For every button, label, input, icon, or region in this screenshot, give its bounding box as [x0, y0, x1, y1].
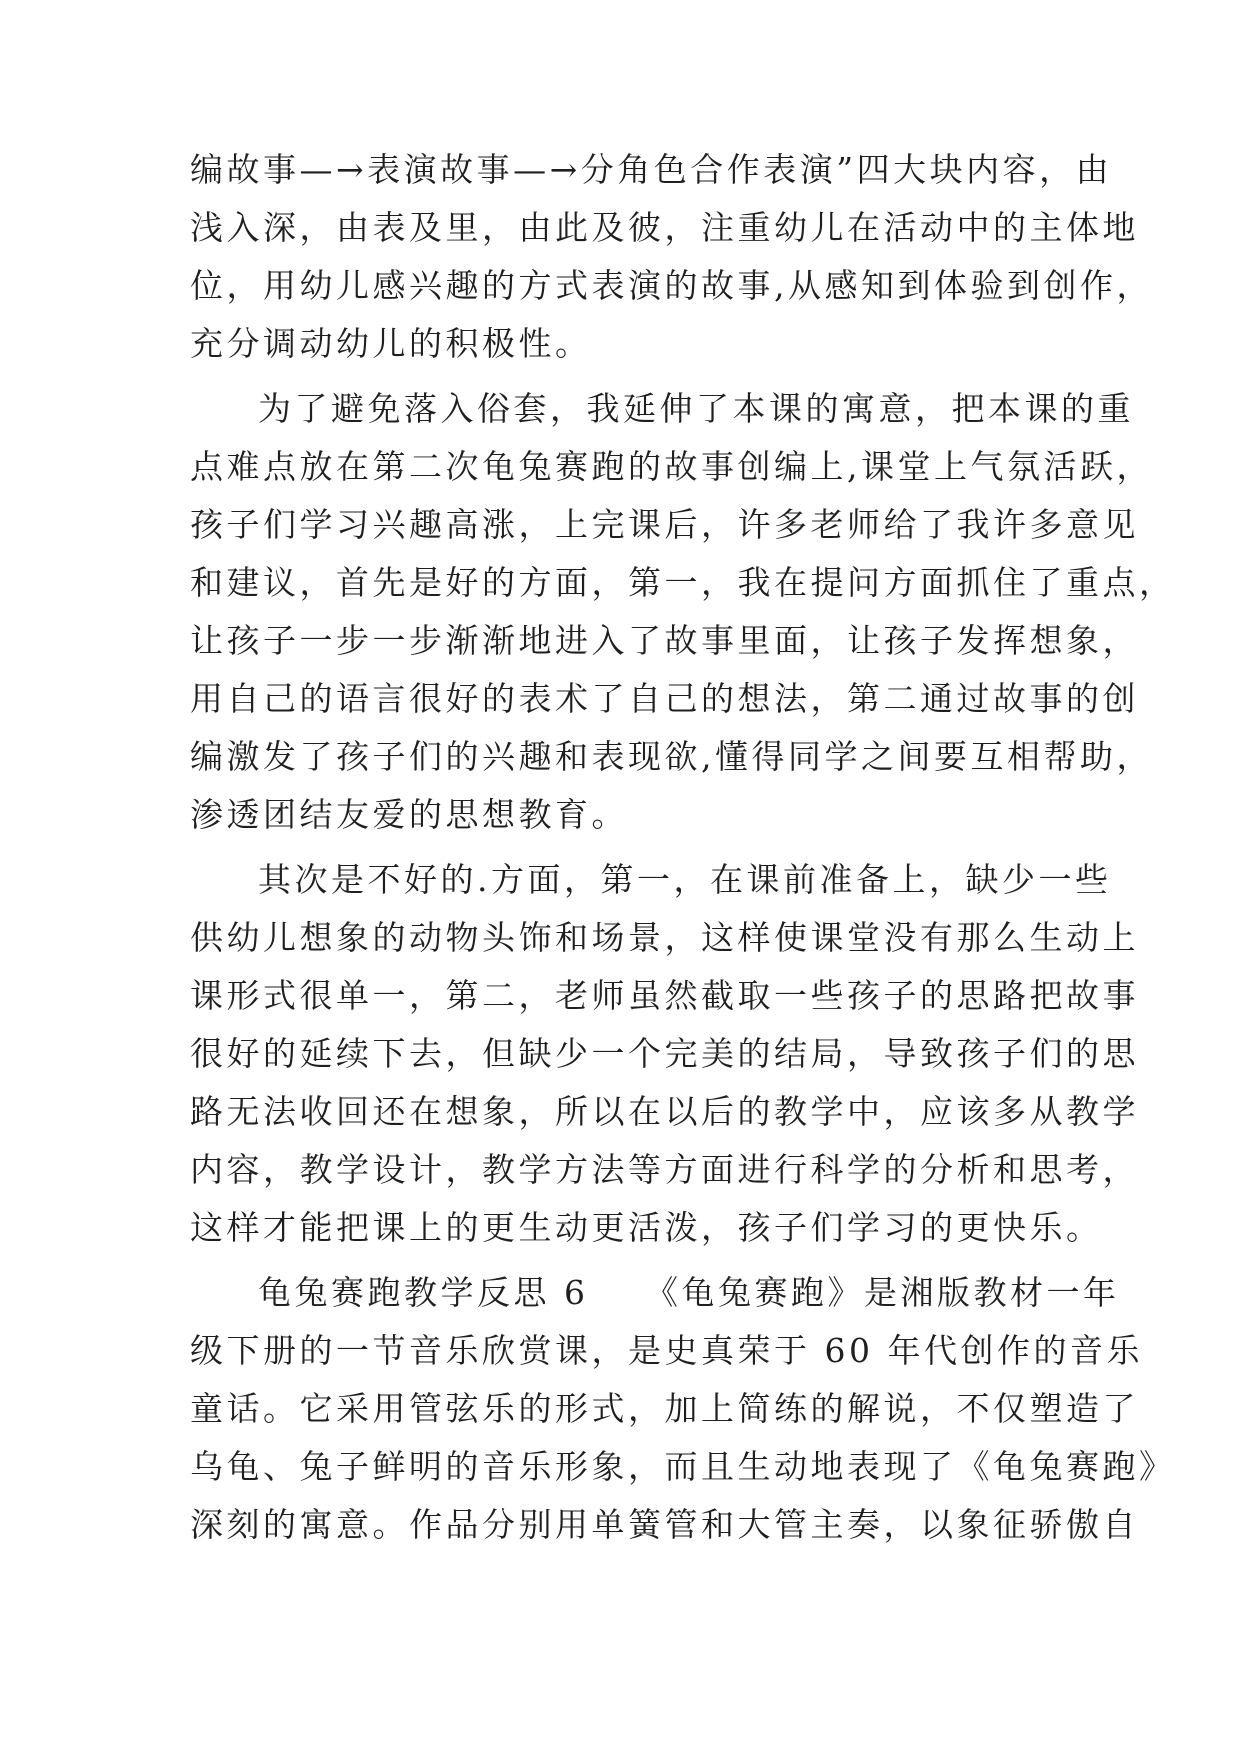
text-line: 让孩子一步一步渐渐地进入了故事里面，让孩子发挥想象， — [190, 621, 1139, 660]
paragraph-first-line: 其次是不好的.方面，第一，在课前准备上，缺少一些 — [258, 860, 1112, 899]
text-line: 乌龟、兔子鲜明的音乐形象，而且生动地表现了《龟兔赛跑》 — [190, 1447, 1176, 1486]
text-line: 级下册的一节音乐欣赏课，是史真荣于 60 年代创作的音乐 — [190, 1331, 1143, 1370]
text-line: 童话。它采用管弦乐的形式，加上简练的解说，不仅塑造了 — [190, 1389, 1139, 1428]
paragraph-first-line: 龟兔赛跑教学反思 6 《龟兔赛跑》是湘版教材一年 — [258, 1273, 1120, 1312]
text-line: 孩子们学习兴趣高涨，上完课后，许多老师给了我许多意见 — [190, 505, 1139, 544]
text-line: 位，用幼儿感兴趣的方式表演的故事,从感知到体验到创作， — [190, 266, 1153, 305]
text-line: 这样才能把课上的更生动更活泼，孩子们学习的更快乐。 — [190, 1208, 1103, 1247]
text-line: 充分调动幼儿的积极性。 — [190, 324, 592, 363]
text-line: 很好的延续下去，但缺少一个完美的结局，导致孩子们的思 — [190, 1034, 1139, 1073]
text-line: 用自己的语言很好的表术了自己的想法，第二通过故事的创 — [190, 679, 1139, 718]
text-line: 渗透团结友爱的思想教育。 — [190, 795, 628, 834]
text-line: 编故事—→表演故事—→分角色合作表演”四大块内容，由 — [190, 150, 1113, 189]
text-line: 点难点放在第二次龟兔赛跑的故事创编上,课堂上气氛活跃， — [190, 447, 1153, 486]
text-line: 供幼儿想象的动物头饰和场景，这样使课堂没有那么生动上 — [190, 918, 1139, 957]
text-line: 深刻的寓意。作品分别用单簧管和大管主奏，以象征骄傲自 — [190, 1505, 1139, 1544]
text-line: 路无法收回还在想象，所以在以后的教学中，应该多从教学 — [190, 1092, 1139, 1131]
text-line: 课形式很单一，第二，老师虽然截取一些孩子的思路把故事 — [190, 976, 1139, 1015]
paragraph-first-line: 为了避免落入俗套，我延伸了本课的寓意，把本课的重 — [258, 389, 1134, 428]
text-line: 内容，教学设计，教学方法等方面进行科学的分析和思考， — [190, 1150, 1139, 1189]
text-line: 编激发了孩子们的兴趣和表现欲,懂得同学之间要互相帮助， — [190, 737, 1153, 776]
text-line: 浅入深，由表及里，由此及彼，注重幼儿在活动中的主体地 — [190, 208, 1139, 247]
text-line: 和建议，首先是好的方面，第一，我在提问方面抓住了重点， — [190, 563, 1176, 602]
